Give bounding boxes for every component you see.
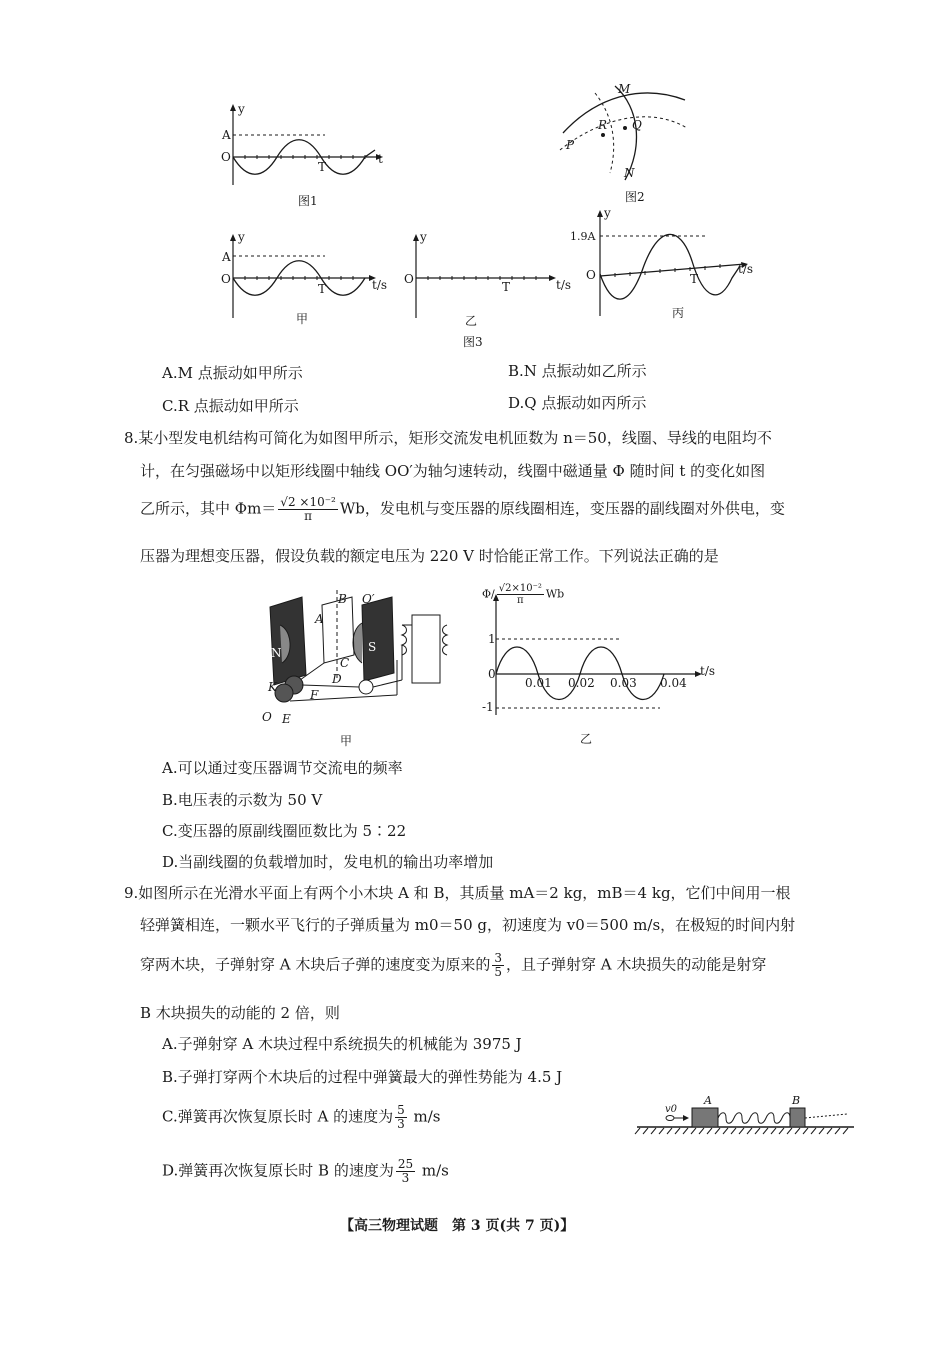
q8-flux-y-num: √2×10⁻²: [498, 583, 542, 594]
fig3-yi-period-label: T: [502, 280, 511, 294]
q8-generator-diagram: [262, 585, 462, 725]
fig3-bing-amp-label: 1.9A: [570, 230, 596, 243]
q9-fig-B: B: [792, 1094, 801, 1107]
page-footer: 【高三物理试题 第 3 页(共 7 页)】: [340, 1218, 575, 1234]
fig1-t-label: t: [378, 152, 383, 166]
q9-fig-A: A: [704, 1094, 712, 1107]
q8-label-O: O: [262, 710, 272, 724]
q9-line-3-post: ，且子弹射穿 A 木块损失的动能是射穿: [506, 955, 767, 974]
fig2-Q-label: Q: [632, 118, 642, 132]
q8-fig-yi-caption: 乙: [580, 732, 593, 746]
fig2-P-label: P: [566, 138, 575, 152]
q8-flux-tick-3: 0.03: [610, 676, 637, 690]
q7-option-b: B.N 点振动如乙所示: [508, 362, 647, 380]
q8-label-C: C: [340, 656, 350, 670]
q9-line-3: [140, 952, 766, 979]
q8-flux-y-den: π: [517, 595, 524, 606]
q8-label-D: D: [332, 672, 342, 686]
q9-option-c-den: 3: [397, 1117, 405, 1131]
q8-label-B: B: [338, 592, 347, 606]
fig3-bing-t-label: t/s: [738, 262, 754, 276]
fig2-caption: 图2: [625, 190, 645, 204]
q9-frac-3-5: [492, 952, 504, 979]
q9-option-d-den: 3: [401, 1171, 410, 1185]
q8-label-K: K: [268, 680, 277, 694]
fig3-jia-y-label: y: [238, 230, 245, 244]
fig2-M-label: M: [618, 82, 631, 96]
q8-flux-pos1: 1: [488, 632, 496, 646]
fig3-yi-t-label: t/s: [556, 278, 572, 292]
q8-label-F: F: [310, 688, 319, 702]
q7-option-c: C.R 点振动如甲所示: [162, 397, 299, 415]
fig3-yi-y-label: y: [420, 230, 427, 244]
q8-line-2: 计，在匀强磁场中以矩形线圈中轴线 OO′为轴匀速转动，线圈中磁通量 Φ 随时间 t 的变化如图: [140, 462, 766, 480]
q9-fig-v0: v0: [665, 1104, 678, 1115]
fig3-jia-period-label: T: [318, 282, 327, 296]
fig1-caption: 图1: [298, 194, 318, 208]
q9-option-c-fraction: [395, 1104, 407, 1131]
fig3-jia-origin-label: O: [221, 272, 231, 286]
q8-line-3-post: Wb，发电机与变压器的原线圈相连，变压器的副线圈对外供电，变: [339, 499, 785, 518]
q8-phi-fraction: [278, 496, 338, 523]
q8-fig-jia-caption: 甲: [340, 734, 353, 748]
fig1-y-label: y: [238, 102, 245, 116]
q9-option-c-unit: m/s: [413, 1107, 441, 1126]
q9-frac-num: 3: [494, 951, 503, 965]
q8-flux-neg1: -1: [482, 700, 494, 714]
q8-line-3-pre: 乙所示，其中 Φm＝: [140, 499, 277, 518]
q8-option-a: A.可以通过变压器调节交流电的频率: [162, 759, 403, 777]
q8-option-b: B.电压表的示数为 50 V: [162, 791, 323, 809]
q9-block-spring-diagram: [632, 1094, 862, 1139]
q8-line-1: 8.某小型发电机结构可简化为如图甲所示，矩形交流发电机匝数为 n＝50，线圈、导线的电阻均不: [124, 429, 772, 447]
q9-line-2: 轻弹簧相连，一颗水平飞行的子弹质量为 m0＝50 g，初速度为 v0＝500 m/s，在极短的时间内射: [140, 916, 796, 934]
fig2-R-label: R: [598, 118, 608, 132]
fig1-origin-label: O: [221, 150, 231, 164]
q9-option-d-unit: m/s: [421, 1161, 449, 1180]
q8-flux-t-label: t/s: [700, 664, 716, 678]
q9-option-d-fraction: [396, 1158, 415, 1185]
q8-magnet-S: S: [368, 640, 377, 654]
q8-flux-y-unit: Wb: [545, 587, 565, 601]
fig1-period-label: T: [318, 160, 327, 174]
q8-flux-tick-1: 0.01: [525, 676, 552, 690]
q7-option-d: D.Q 点振动如丙所示: [508, 394, 647, 412]
q8-line-3: [140, 496, 785, 523]
q8-line-4: 压器为理想变压器，假设负载的额定电压为 220 V 时恰能正常工作。下列说法正确的是: [140, 547, 719, 565]
q8-flux-tick-2: 0.02: [568, 676, 595, 690]
q8-label-E: E: [282, 712, 291, 726]
q9-line-1: 9.如图所示在光滑水平面上有两个小木块 A 和 B，其质量 mA＝2 kg，mB＝4 kg，它们中间用一根: [124, 884, 791, 902]
q9-option-c: [162, 1104, 441, 1131]
fig1-amp-label: A: [222, 128, 231, 142]
q9-option-b: B.子弹打穿两个木块后的过程中弹簧最大的弹性势能为 4.5 J: [162, 1068, 563, 1086]
q8-option-d: D.当副线圈的负载增加时，发电机的输出功率增加: [162, 853, 494, 871]
q8-flux-y-prefix: Φ/: [482, 587, 495, 601]
q9-line-3-pre: 穿两木块，子弹射穿 A 木块后子弹的速度变为原来的: [140, 955, 491, 974]
q8-label-O1: O′: [362, 592, 375, 606]
fig3-bing-origin-label: O: [586, 268, 596, 282]
q9-option-c-pre: C.弹簧再次恢复原长时 A 的速度为: [162, 1107, 394, 1126]
q9-option-d-pre: D.弹簧再次恢复原长时 B 的速度为: [162, 1161, 394, 1180]
q8-phi-den: π: [304, 509, 313, 523]
q8-flux-origin: 0: [488, 667, 496, 681]
fig3-bing-y-label: y: [604, 206, 611, 220]
q8-option-c: C.变压器的原副线圈匝数比为 5∶22: [162, 822, 407, 840]
fig3-jia-amp-label: A: [222, 250, 231, 264]
fig3-jia-t-label: t/s: [372, 278, 388, 292]
q8-phi-num: √2 ×10⁻²: [280, 495, 336, 509]
q8-flux-y-fraction: [497, 583, 544, 606]
q9-option-c-num: 5: [397, 1103, 405, 1117]
q8-flux-tick-4: 0.04: [660, 676, 687, 690]
fig3-yi-caption: 乙: [465, 314, 478, 328]
fig2-N-label: N: [624, 166, 635, 180]
q9-option-a: A.子弹射穿 A 木块过程中系统损失的机械能为 3975 J: [162, 1035, 522, 1053]
q9-option-d: [162, 1158, 449, 1185]
fig3-jia-caption: 甲: [296, 312, 309, 326]
q7-option-a: A.M 点振动如甲所示: [162, 364, 303, 382]
q8-label-A: A: [315, 612, 324, 626]
q9-frac-den: 5: [494, 965, 503, 979]
q8-flux-y-label: [482, 583, 564, 606]
q8-magnet-N: N: [271, 646, 282, 660]
q9-line-4: B 木块损失的动能的 2 倍，则: [140, 1004, 340, 1022]
fig3-bing-caption: 丙: [672, 306, 685, 320]
fig3-caption: 图3: [463, 335, 483, 349]
fig3-bing-period-label: T: [690, 272, 699, 286]
q9-option-d-num: 25: [397, 1157, 414, 1171]
fig3-yi-origin-label: O: [404, 272, 414, 286]
